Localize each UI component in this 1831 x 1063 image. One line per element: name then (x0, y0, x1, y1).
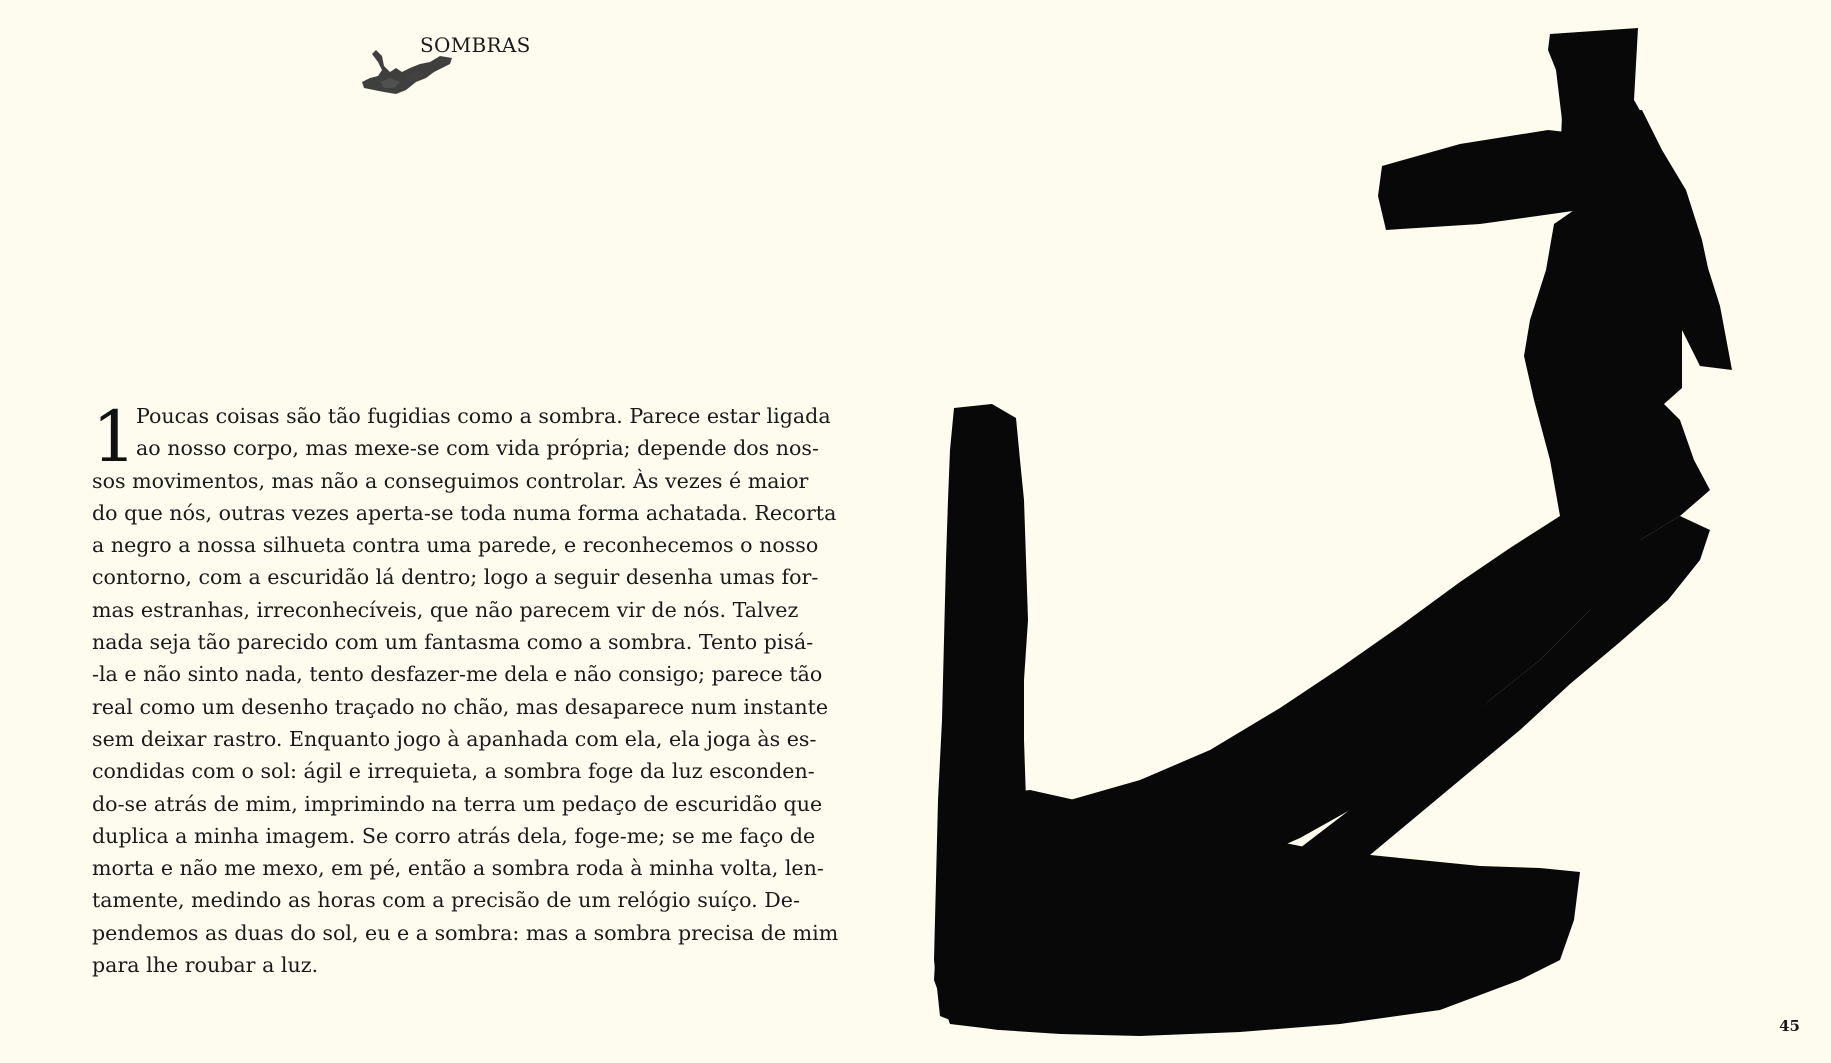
text-line: ao nosso corpo, mas mexe-se com vida própria; depende dos nos- (136, 436, 819, 461)
page-number: 45 (1779, 1017, 1800, 1035)
text-line: do-se atrás de mim, imprimindo na terra um pedaço de escuridão que (92, 791, 823, 816)
text-line: a negro a nossa silhueta contra uma parede, e reconhecemos o nosso (92, 533, 819, 558)
text-line: -la e não sinto nada, tento desfazer-me dela e não consigo; parece tão (92, 662, 823, 687)
text-line: condidas com o sol: ágil e irrequieta, a sombra foge da luz esconden- (92, 759, 815, 784)
text-line: sem deixar rastro. Enquanto jogo à apanhada com ela, ela joga às es- (92, 726, 817, 751)
text-line: Poucas coisas são tão fugidias como a sombra. Parece estar ligada (136, 404, 831, 428)
chapter-text (92, 396, 839, 981)
shadow-figure-silhouette (920, 20, 1820, 1050)
text-line: mas estranhas, irreconhecíveis, que não parecem vir de nós. Talvez (92, 597, 799, 622)
text-line: nada seja tão parecido com um fantasma como a sombra. Tento pisá- (92, 630, 814, 655)
text-line: pendemos as duas do sol, eu e a sombra: mas a sombra precisa de mim (92, 920, 839, 945)
chapter-title: SOMBRAS (420, 33, 531, 57)
text-line: sos movimentos, mas não a conseguimos controlar. Às vezes é maior (92, 468, 809, 493)
text-line: duplica a minha imagem. Se corro atrás dela, foge-me; se me faço de (92, 823, 816, 848)
text-line: para lhe roubar a luz. (92, 953, 319, 978)
text-line: do que nós, outras vezes aperta-se toda numa forma achatada. Recorta (92, 500, 837, 525)
text-line: contorno, com a escuridão lá dentro; logo a seguir desenha umas for- (92, 565, 819, 590)
text-line: morta e não me mexo, em pé, então a sombra roda à minha volta, len- (92, 856, 824, 881)
drop-cap-number: 1 (92, 396, 137, 478)
text-line: real como um desenho traçado no chão, mas desaparece num instante (92, 694, 829, 719)
text-line: tamente, medindo as horas com a precisão de um relógio suíço. De- (92, 888, 800, 913)
